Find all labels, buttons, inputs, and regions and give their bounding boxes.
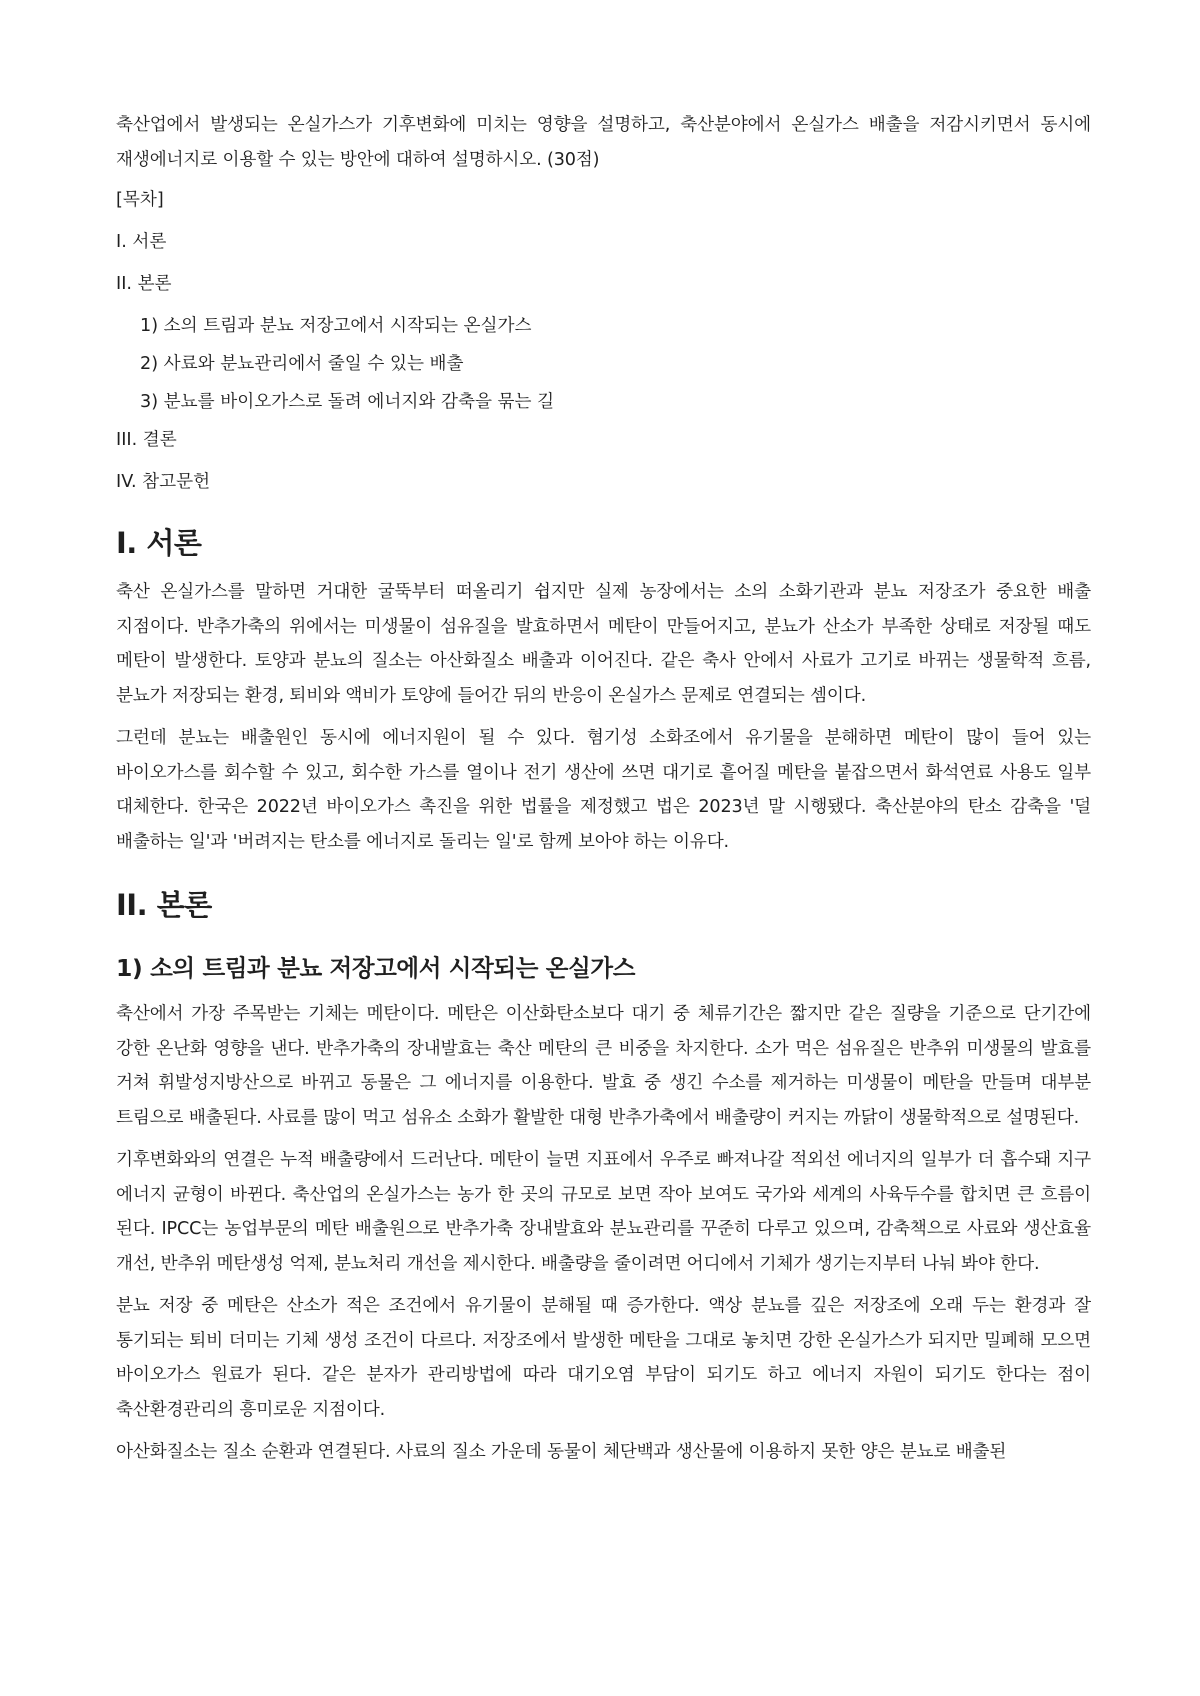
toc-subitem: 2) 사료와 분뇨관리에서 줄일 수 있는 배출 — [140, 354, 464, 374]
body-paragraph: 축산 온실가스를 말하면 거대한 굴뚝부터 떠올리기 쉽지만 실제 농장에서는 소의 소화기관과 분뇨 저장조가 중요한 배출 지점이다. 반추가축의 위에서는 미생물이 섬유질을 발효하면서 메탄이 만들어지고, 분뇨가 산소가 부족한 상태로 저장될 때도 메탄이 발생한다. 토양과 분뇨의 질소는 아산화질소 배출과 이어진다. 같은 축사 안에서 사료가 고기로 바뀌는 생물학적 흐름, 분뇨가 저장되는 환경, 퇴비와 액비가 토양에 들어간 뒤의 반응이 온실가스 문제로 연결되는 셈이다. — [116, 582, 1091, 706]
toc-subitem: 1) 소의 트림과 분뇨 저장고에서 시작되는 온실가스 — [140, 316, 532, 336]
toc-heading: [목차] — [116, 190, 164, 210]
body-paragraph: 분뇨 저장 중 메탄은 산소가 적은 조건에서 유기물이 분해될 때 증가한다. 액상 분뇨를 깊은 저장조에 오래 두는 환경과 잘 통기되는 퇴비 더미는 기체 생성 조건이 다르다. 저장조에서 발생한 메탄을 그대로 놓치면 강한 온실가스가 되지만 밀폐해 모으면 바이오가스 원료가 된다. 같은 분자가 관리방법에 따라 대기오염 부담이 되기도 하고 에너지 자원이 되기도 한다는 점이 축산환경관리의 흥미로운 지점이다. — [116, 1296, 1091, 1420]
section-heading-body: II. 본론 — [116, 888, 212, 922]
section-heading-intro: I. 서론 — [116, 526, 202, 560]
body-paragraph: 축산에서 가장 주목받는 기체는 메탄이다. 메탄은 이산화탄소보다 대기 중 체류기간은 짧지만 같은 질량을 기준으로 단기간에 강한 온난화 영향을 낸다. 반추가축의 장내발효는 축산 메탄의 큰 비중을 차지한다. 소가 먹은 섬유질은 반추위 미생물의 발효를 거쳐 휘발성지방산으로 바뀌고 동물은 그 에너지를 이용한다. 발효 중 생긴 수소를 제거하는 미생물이 메탄을 만들며 대부분 트림으로 배출된다. 사료를 많이 먹고 섬유소 소화가 활발한 대형 반추가축에서 배출량이 커지는 까닭이 생물학적으로 설명된다. — [116, 1004, 1091, 1128]
question-text: 축산업에서 발생되는 온실가스가 기후변화에 미치는 영향을 설명하고, 축산분야에서 온실가스 배출을 저감시키면서 동시에 재생에너지로 이용할 수 있는 방안에 대하여 설명하시오. (30점) — [116, 115, 1091, 170]
body-paragraph: 그런데 분뇨는 배출원인 동시에 에너지원이 될 수 있다. 혐기성 소화조에서 유기물을 분해하면 메탄이 많이 들어 있는 바이오가스를 회수할 수 있고, 회수한 가스를 열이나 전기 생산에 쓰면 대기로 흩어질 메탄을 붙잡으면서 화석연료 사용도 일부 대체한다. 한국은 2022년 바이오가스 촉진을 위한 법률을 제정했고 법은 2023년 말 시행됐다. 축산분야의 탄소 감축을 '덜 배출하는 일'과 '버려지는 탄소를 에너지로 돌리는 일'로 함께 보아야 하는 이유다. — [116, 728, 1091, 852]
toc-subitem: 3) 분뇨를 바이오가스로 돌려 에너지와 감축을 묶는 길 — [140, 392, 555, 412]
table-of-contents — [116, 187, 1091, 495]
document-page — [116, 108, 1091, 1478]
body-paragraph: 아산화질소는 질소 순환과 연결된다. 사료의 질소 가운데 동물이 체단백과 생산물에 이용하지 못한 양은 분뇨로 배출된 — [116, 1442, 1007, 1462]
toc-item: I. 서론 — [116, 232, 167, 252]
subsection-heading: 1) 소의 트림과 분뇨 저장고에서 시작되는 온실가스 — [116, 954, 635, 982]
toc-item: II. 본론 — [116, 274, 172, 294]
toc-item: IV. 참고문헌 — [116, 472, 211, 492]
toc-item: III. 결론 — [116, 430, 177, 450]
body-paragraph: 기후변화와의 연결은 누적 배출량에서 드러난다. 메탄이 늘면 지표에서 우주로 빠져나갈 적외선 에너지의 일부가 더 흡수돼 지구 에너지 균형이 바뀐다. 축산업의 온실가스는 농가 한 곳의 규모로 보면 작아 보여도 국가와 세계의 사육두수를 합치면 큰 흐름이 된다. IPCC는 농업부문의 메탄 배출원으로 반추가축 장내발효와 분뇨관리를 꾸준히 다루고 있으며, 감축책으로 사료와 생산효율 개선, 반추위 메탄생성 억제, 분뇨처리 개선을 제시한다. 배출량을 줄이려면 어디에서 기체가 생기는지부터 나눠 봐야 한다. — [116, 1150, 1091, 1274]
